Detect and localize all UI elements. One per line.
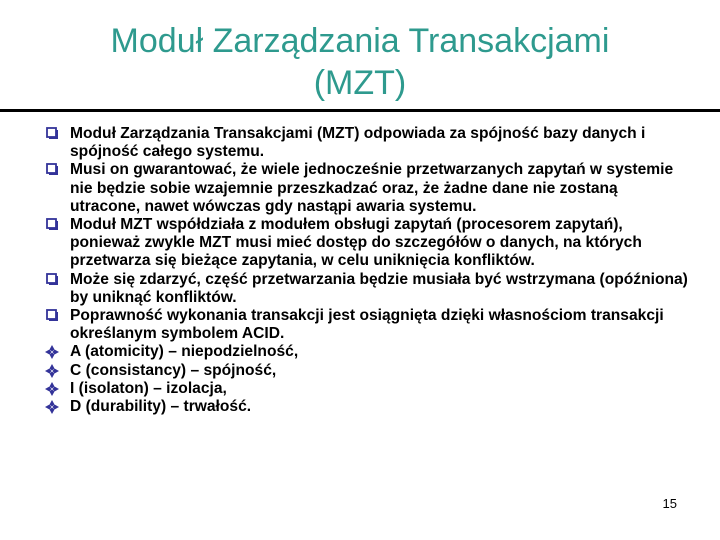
bullet-text: A (atomicity) – niepodzielność, xyxy=(70,343,299,361)
bullet-item xyxy=(38,161,688,216)
bullet-text: Moduł MZT współdziała z modułem obsługi zapytań (procesorem zapytań), ponieważ zwykle MZT musi mieć dostęp do szczegółów o danych, na których przetwarza się bieżące zapytania, w celu uniknięcia konfliktów. xyxy=(70,216,642,270)
bullet-item xyxy=(38,398,688,416)
slide-title xyxy=(0,20,720,104)
square-outline-bullet-icon xyxy=(44,272,60,288)
bullet-item xyxy=(38,216,688,271)
bullet-item xyxy=(38,271,688,307)
diamond-dots-bullet-icon xyxy=(44,381,60,397)
bullet-list xyxy=(38,125,688,416)
square-outline-bullet-icon xyxy=(44,308,60,324)
slide-title-line-2: (MZT) xyxy=(313,64,407,102)
bullet-text: C (consistancy) – spójność, xyxy=(70,361,277,379)
bullet-text: Musi on gwarantować, że wiele jednocześnie przetwarzanych zapytań w systemie nie będzie sobie wzajemnie przeszkadzać oraz, że żadne dane nie zostaną utracone, nawet wówczas gdy nastąpi awaria systemu. xyxy=(70,161,674,215)
bullet-item xyxy=(38,362,688,380)
square-outline-bullet-icon xyxy=(44,126,60,142)
bullet-item xyxy=(38,125,688,161)
slide-title-line-1: Moduł Zarządzania Transakcjami xyxy=(110,22,610,60)
bullet-text: I (isolaton) – izolacja, xyxy=(70,379,227,397)
bullet-text: D (durability) – trwałość. xyxy=(70,398,252,416)
diamond-dots-bullet-icon xyxy=(44,344,60,360)
page-number: 15 xyxy=(662,496,677,511)
bullet-text: Poprawność wykonania transakcji jest osiągnięta dzięki własnościom transakcji określanym symbolem ACID. xyxy=(70,307,664,343)
diamond-dots-bullet-icon xyxy=(44,399,60,415)
title-divider xyxy=(0,109,720,112)
bullet-text: Moduł Zarządzania Transakcjami (MZT) odpowiada za spójność bazy danych i spójność całego systemu. xyxy=(70,125,646,161)
diamond-dots-bullet-icon xyxy=(44,363,60,379)
bullet-item xyxy=(38,380,688,398)
bullet-text: Może się zdarzyć, część przetwarzania będzie musiała być wstrzymana (opóźniona) by uniknąć konfliktów. xyxy=(70,270,688,306)
square-outline-bullet-icon xyxy=(44,162,60,178)
bullet-item xyxy=(38,343,688,361)
bullet-item xyxy=(38,307,688,343)
square-outline-bullet-icon xyxy=(44,217,60,233)
